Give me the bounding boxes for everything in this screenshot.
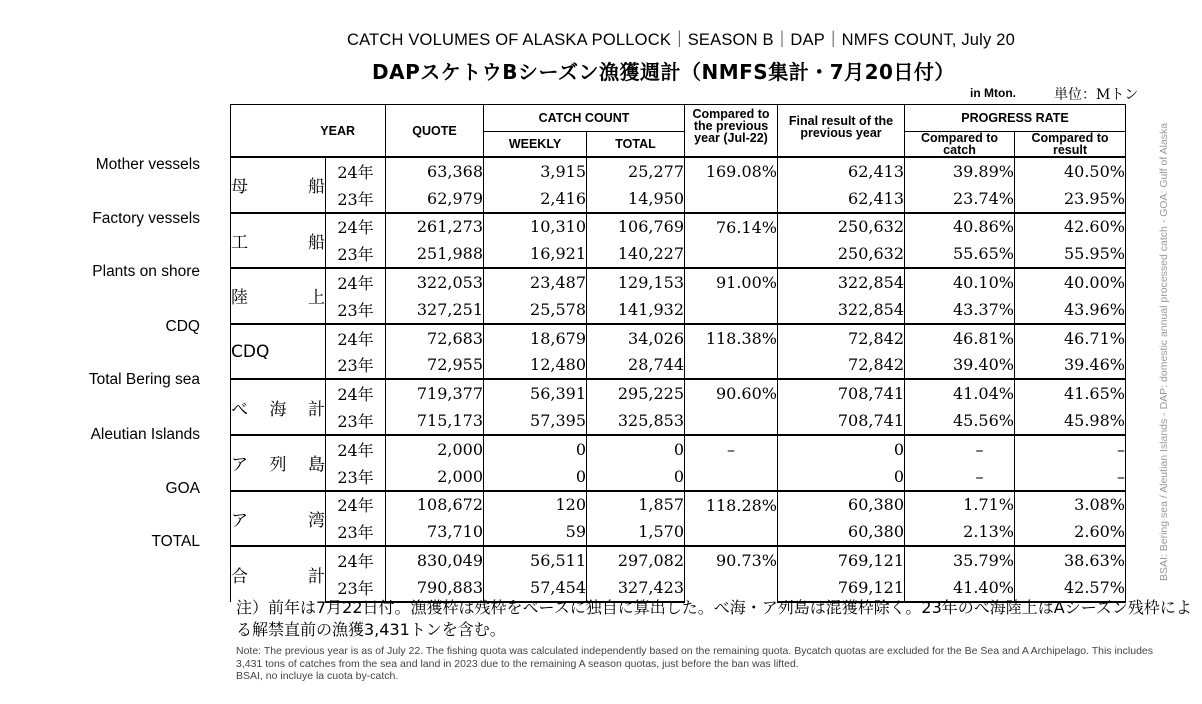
progress-result-cell: 39.46%	[1015, 352, 1126, 380]
quote-cell: 251,988	[386, 240, 484, 268]
total-cell: 106,769	[587, 213, 685, 241]
weekly-cell: 57,454	[484, 574, 587, 602]
category-cell: CDQ	[231, 324, 326, 380]
total-cell: 1,857	[587, 491, 685, 519]
table-row	[231, 296, 1126, 324]
progress-result-cell: 46.71%	[1015, 324, 1126, 352]
header-quote: QUOTE	[386, 105, 484, 158]
weekly-cell: 25,578	[484, 296, 587, 324]
progress-result-cell: 42.60%	[1015, 213, 1126, 241]
table-row	[231, 157, 1126, 185]
progress-result-cell: 45.98%	[1015, 407, 1126, 435]
quote-cell: 63,368	[386, 157, 484, 185]
table-row	[231, 435, 1126, 463]
compared-previous-cell: 169.08%	[685, 157, 778, 213]
progress-catch-cell: 39.89%	[905, 157, 1015, 185]
weekly-cell: 2,416	[484, 185, 587, 213]
category-cell: ア湾	[231, 491, 326, 547]
year-cell: 24年	[326, 324, 386, 352]
table-row	[231, 213, 1126, 241]
weekly-cell: 12,480	[484, 352, 587, 380]
final-previous-cell: 72,842	[778, 352, 905, 380]
year-cell: 24年	[326, 491, 386, 519]
final-previous-cell: 322,854	[778, 296, 905, 324]
table-row	[231, 407, 1126, 435]
year-cell: 24年	[326, 379, 386, 407]
table-row	[231, 491, 1126, 519]
weekly-cell: 10,310	[484, 213, 587, 241]
note-english-line: BSAI, no incluye la cuota by-catch.	[236, 670, 399, 682]
weekly-cell: 0	[484, 435, 587, 463]
side-label-mother-vessels: Mother vessels	[95, 156, 200, 173]
progress-catch-cell: 2.13%	[905, 518, 1015, 546]
side-label-total: TOTAL	[151, 533, 200, 550]
table-row	[231, 546, 1126, 574]
progress-result-cell: 55.95%	[1015, 240, 1126, 268]
progress-catch-cell: –	[905, 435, 1015, 463]
table-row	[231, 268, 1126, 296]
year-cell: 23年	[326, 574, 386, 602]
quote-cell: 73,710	[386, 518, 484, 546]
unit-english: in Mton.	[970, 86, 1016, 100]
progress-catch-cell: 43.37%	[905, 296, 1015, 324]
total-cell: 129,153	[587, 268, 685, 296]
side-label-goa: GOA	[165, 480, 200, 497]
final-previous-cell: 62,413	[778, 157, 905, 185]
header-total: TOTAL	[587, 132, 685, 158]
total-cell: 25,277	[587, 157, 685, 185]
total-cell: 14,950	[587, 185, 685, 213]
weekly-cell: 0	[484, 463, 587, 491]
final-previous-cell: 769,121	[778, 574, 905, 602]
compared-previous-cell: 90.60%	[685, 379, 778, 435]
side-label-total-bering-sea: Total Bering sea	[88, 371, 200, 388]
progress-result-cell: 3.08%	[1015, 491, 1126, 519]
quote-cell: 62,979	[386, 185, 484, 213]
total-cell: 0	[587, 435, 685, 463]
category-cell: 母船	[231, 157, 326, 213]
side-label-cdq: CDQ	[165, 318, 200, 335]
table-row	[231, 324, 1126, 352]
final-previous-cell: 708,741	[778, 407, 905, 435]
quote-cell: 108,672	[386, 491, 484, 519]
weekly-cell: 57,395	[484, 407, 587, 435]
weekly-cell: 3,915	[484, 157, 587, 185]
header-final-previous: Final result of the previous year	[778, 105, 905, 158]
category-cell: 工船	[231, 213, 326, 269]
header-progress-rate: PROGRESS RATE	[905, 105, 1126, 132]
weekly-cell: 16,921	[484, 240, 587, 268]
final-previous-cell: 250,632	[778, 213, 905, 241]
header-compared-previous: Compared to the previous year (Jul-22)	[685, 105, 778, 158]
progress-catch-cell: 40.10%	[905, 268, 1015, 296]
quote-cell: 790,883	[386, 574, 484, 602]
category-cell: ア列島	[231, 435, 326, 491]
side-label-plants-on-shore: Plants on shore	[92, 263, 200, 280]
final-previous-cell: 72,842	[778, 324, 905, 352]
year-cell: 23年	[326, 463, 386, 491]
quote-cell: 2,000	[386, 463, 484, 491]
side-note-vertical: BSAI: Bering sea / Aleutian Islands - DAP: domestic annual processed catch - GOA: Gulf of Alaska	[1158, 122, 1170, 581]
category-cell: べ海計	[231, 379, 326, 435]
progress-catch-cell: 41.40%	[905, 574, 1015, 602]
progress-catch-cell: –	[905, 463, 1015, 491]
total-cell: 325,853	[587, 407, 685, 435]
side-label-factory-vessels: Factory vessels	[92, 210, 200, 227]
header-compared-result: Compared to result	[1015, 132, 1126, 158]
compared-previous-cell: –	[685, 435, 778, 491]
quote-cell: 261,273	[386, 213, 484, 241]
compared-previous-cell: 91.00%	[685, 268, 778, 324]
final-previous-cell: 769,121	[778, 546, 905, 574]
progress-result-cell: 38.63%	[1015, 546, 1126, 574]
weekly-cell: 18,679	[484, 324, 587, 352]
compared-previous-cell: 90.73%	[685, 546, 778, 602]
final-previous-cell: 0	[778, 435, 905, 463]
year-cell: 23年	[326, 407, 386, 435]
year-cell: 24年	[326, 213, 386, 241]
table-body	[231, 157, 1126, 602]
compared-previous-cell: 118.38%	[685, 324, 778, 380]
total-cell: 1,570	[587, 518, 685, 546]
category-cell: 陸上	[231, 268, 326, 324]
weekly-cell: 59	[484, 518, 587, 546]
year-cell: 24年	[326, 435, 386, 463]
progress-result-cell: –	[1015, 435, 1126, 463]
category-cell: 合計	[231, 546, 326, 602]
quote-cell: 715,173	[386, 407, 484, 435]
weekly-cell: 23,487	[484, 268, 587, 296]
header-compared-catch: Compared to catch	[905, 132, 1015, 158]
progress-catch-cell: 41.04%	[905, 379, 1015, 407]
final-previous-cell: 250,632	[778, 240, 905, 268]
final-previous-cell: 60,380	[778, 518, 905, 546]
progress-result-cell: –	[1015, 463, 1126, 491]
unit-japanese: 単位：Mトン	[1054, 87, 1139, 103]
progress-result-cell: 2.60%	[1015, 518, 1126, 546]
side-label-aleutian-islands: Aleutian Islands	[90, 426, 200, 443]
progress-catch-cell: 45.56%	[905, 407, 1015, 435]
total-cell: 0	[587, 463, 685, 491]
table-row	[231, 379, 1126, 407]
total-cell: 297,082	[587, 546, 685, 574]
table-row	[231, 352, 1126, 380]
title-english: CATCH VOLUMES OF ALASKA POLLOCK｜SEASON B｜DAP｜NMFS COUNT, July 20	[346, 31, 1016, 49]
progress-result-cell: 23.95%	[1015, 185, 1126, 213]
note-english-line: Note: The previous year is as of July 22. The fishing quota was calculated independently based on the remaining quota. Bycatch quotas are excluded for the Be Sea and A Archipelago. This includes 3,431 tons of catches from the sea and land in 2023 due to the remaining A season quotas, just before the ban was lifted.	[236, 645, 1154, 670]
table-row	[231, 518, 1126, 546]
note-english	[236, 645, 1166, 683]
total-cell: 140,227	[587, 240, 685, 268]
progress-catch-cell: 1.71%	[905, 491, 1015, 519]
progress-result-cell: 42.57%	[1015, 574, 1126, 602]
final-previous-cell: 0	[778, 463, 905, 491]
quote-cell: 72,683	[386, 324, 484, 352]
quote-cell: 719,377	[386, 379, 484, 407]
year-cell: 24年	[326, 546, 386, 574]
year-cell: 24年	[326, 157, 386, 185]
progress-catch-cell: 46.81%	[905, 324, 1015, 352]
year-cell: 24年	[326, 268, 386, 296]
progress-catch-cell: 55.65%	[905, 240, 1015, 268]
title-japanese: DAPスケトウBシーズン漁獲週計（NMFS集計・7月20日付）	[372, 60, 955, 84]
year-cell: 23年	[326, 185, 386, 213]
header-year: YEAR	[231, 105, 386, 158]
total-cell: 141,932	[587, 296, 685, 324]
year-cell: 23年	[326, 518, 386, 546]
catch-table	[230, 104, 1126, 603]
quote-cell: 327,251	[386, 296, 484, 324]
progress-catch-cell: 35.79%	[905, 546, 1015, 574]
table-row	[231, 463, 1126, 491]
compared-previous-cell: 118.28%	[685, 491, 778, 547]
quote-cell: 830,049	[386, 546, 484, 574]
total-cell: 28,744	[587, 352, 685, 380]
table-row	[231, 240, 1126, 268]
quote-cell: 322,053	[386, 268, 484, 296]
total-cell: 327,423	[587, 574, 685, 602]
total-cell: 295,225	[587, 379, 685, 407]
total-cell: 34,026	[587, 324, 685, 352]
table-row	[231, 185, 1126, 213]
quote-cell: 72,955	[386, 352, 484, 380]
weekly-cell: 56,511	[484, 546, 587, 574]
header-catch-count: CATCH COUNT	[484, 105, 685, 132]
progress-result-cell: 40.00%	[1015, 268, 1126, 296]
final-previous-cell: 60,380	[778, 491, 905, 519]
year-cell: 23年	[326, 240, 386, 268]
quote-cell: 2,000	[386, 435, 484, 463]
progress-catch-cell: 23.74%	[905, 185, 1015, 213]
final-previous-cell: 62,413	[778, 185, 905, 213]
final-previous-cell: 322,854	[778, 268, 905, 296]
compared-previous-cell: 76.14%	[685, 213, 778, 269]
progress-result-cell: 40.50%	[1015, 157, 1126, 185]
weekly-cell: 120	[484, 491, 587, 519]
progress-result-cell: 43.96%	[1015, 296, 1126, 324]
final-previous-cell: 708,741	[778, 379, 905, 407]
progress-result-cell: 41.65%	[1015, 379, 1126, 407]
year-cell: 23年	[326, 352, 386, 380]
year-cell: 23年	[326, 296, 386, 324]
note-japanese: 注）前年は7月22日付。漁獲枠は残枠をベースに独自に算出した。べ海・ア列島は混獲枠除く。23年のべ海陸上はAシーズン残枠による解禁直前の漁獲3,431トンを含む。	[236, 598, 1192, 639]
progress-catch-cell: 40.86%	[905, 213, 1015, 241]
header-weekly: WEEKLY	[484, 132, 587, 158]
weekly-cell: 56,391	[484, 379, 587, 407]
progress-catch-cell: 39.40%	[905, 352, 1015, 380]
